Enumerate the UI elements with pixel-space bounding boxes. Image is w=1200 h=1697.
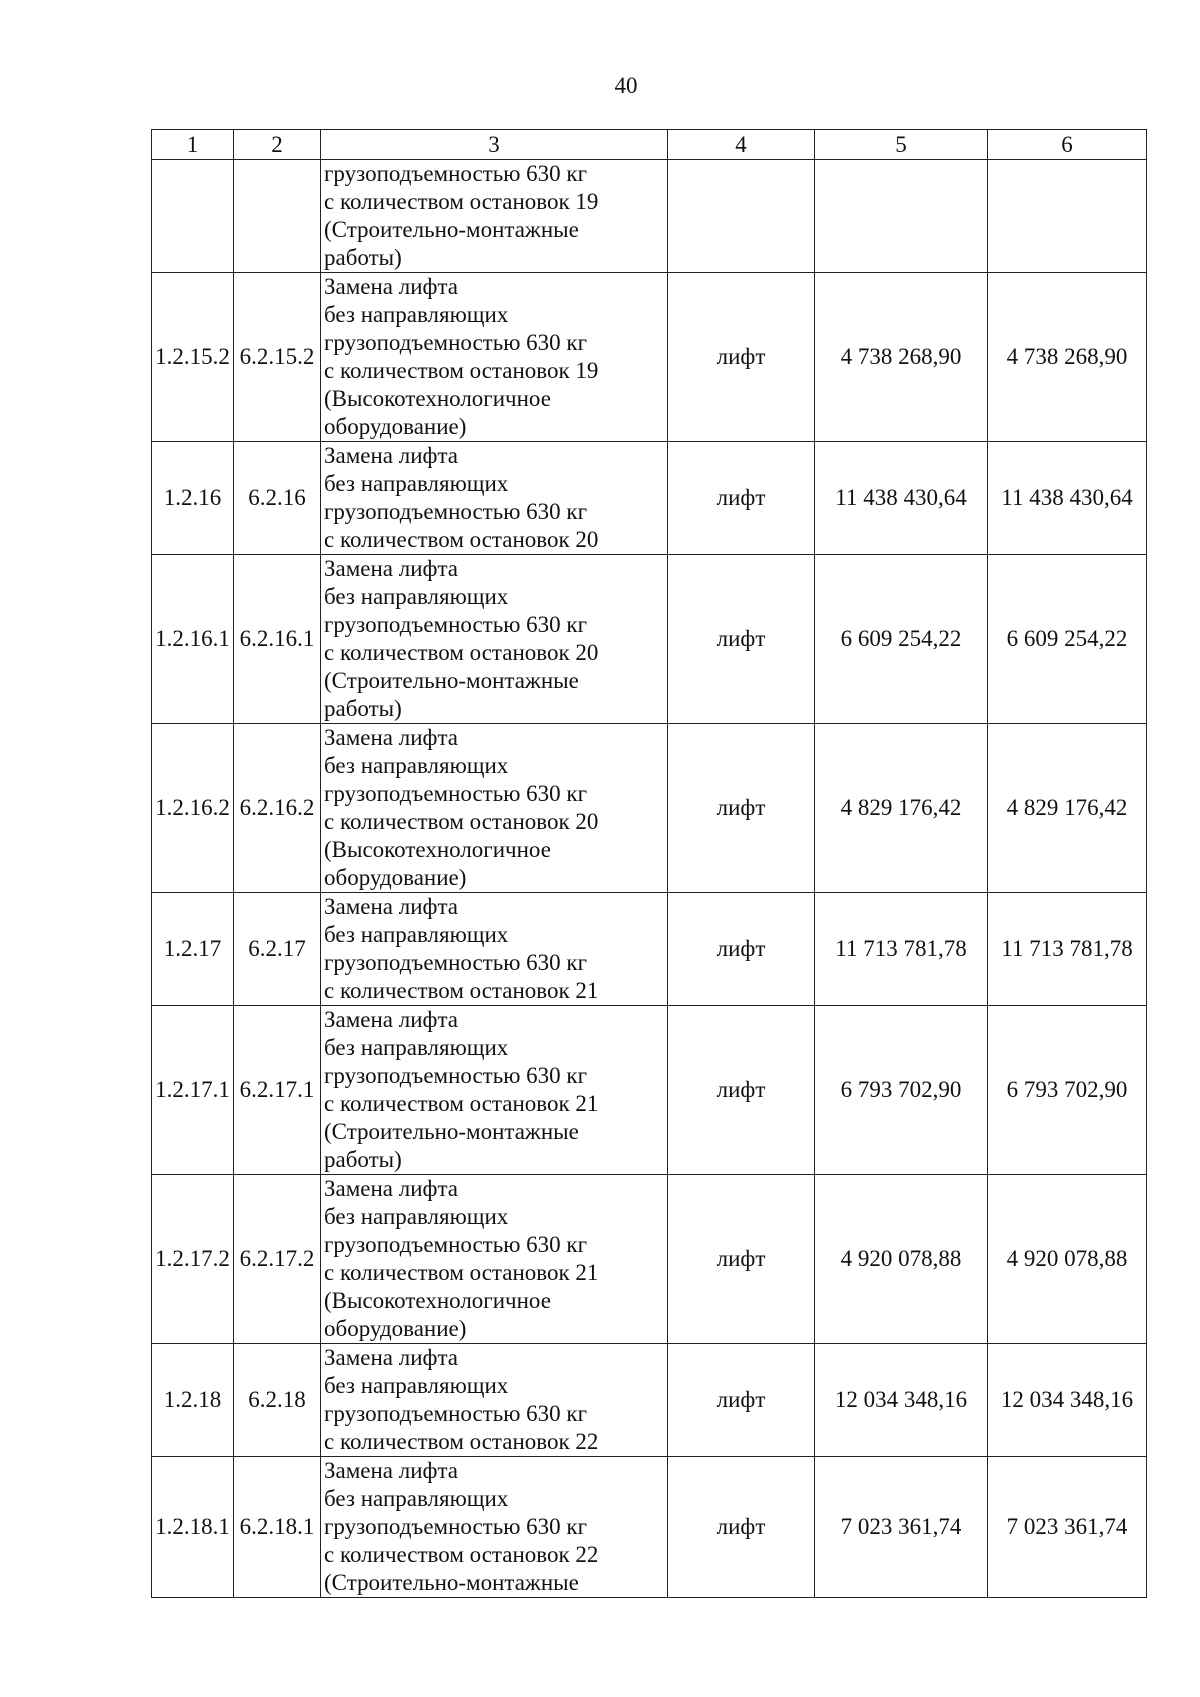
cell-unit [668,160,815,273]
cell-amount-5: 11 713 781,78 [815,893,988,1006]
cell-description: Замена лифта без направляющих грузоподъемностью 630 кг с количеством остановок 20 (Высокотехнологичное оборудование) [321,724,668,893]
cell-amount-6: 7 023 361,74 [988,1457,1147,1598]
cell-unit: лифт [668,1344,815,1457]
cell-code-2: 6.2.16.2 [234,724,321,893]
cell-code-1: 1.2.17.1 [152,1006,234,1175]
cell-description: Замена лифта без направляющих грузоподъемностью 630 кг с количеством остановок 20 [321,442,668,555]
cell-amount-6: 6 609 254,22 [988,555,1147,724]
cell-code-1: 1.2.15.2 [152,273,234,442]
table-row [152,273,1147,442]
cell-unit: лифт [668,1457,815,1598]
table-row [152,555,1147,724]
page-number: 40 [614,73,638,98]
cell-amount-5: 4 829 176,42 [815,724,988,893]
cell-code-2: 6.2.17 [234,893,321,1006]
cell-code-1: 1.2.17 [152,893,234,1006]
table-row [152,1006,1147,1175]
cell-amount-6: 11 713 781,78 [988,893,1147,1006]
cell-code-2: 6.2.15.2 [234,273,321,442]
table-row [152,1344,1147,1457]
cell-code-1: 1.2.16.1 [152,555,234,724]
cell-code-1: 1.2.16 [152,442,234,555]
table-row [152,1457,1147,1598]
cell-amount-5: 4 920 078,88 [815,1175,988,1344]
column-header: 6 [988,130,1147,160]
cell-unit: лифт [668,273,815,442]
cell-amount-6: 4 829 176,42 [988,724,1147,893]
cell-code-2: 6.2.16 [234,442,321,555]
table-row [152,724,1147,893]
cell-code-2: 6.2.17.2 [234,1175,321,1344]
cell-description: Замена лифта без направляющих грузоподъемностью 630 кг с количеством остановок 19 (Высокотехнологичное оборудование) [321,273,668,442]
cell-code-1: 1.2.16.2 [152,724,234,893]
cell-unit: лифт [668,442,815,555]
cell-code-2: 6.2.18.1 [234,1457,321,1598]
data-table [151,129,1147,1598]
column-header: 2 [234,130,321,160]
cell-amount-6 [988,160,1147,273]
table-row [152,1175,1147,1344]
cell-description: Замена лифта без направляющих грузоподъемностью 630 кг с количеством остановок 20 (Строительно-монтажные работы) [321,555,668,724]
cell-amount-5: 6 609 254,22 [815,555,988,724]
cell-amount-5: 6 793 702,90 [815,1006,988,1175]
cell-amount-6: 6 793 702,90 [988,1006,1147,1175]
cell-amount-6: 11 438 430,64 [988,442,1147,555]
table-row [152,442,1147,555]
cell-code-1: 1.2.18.1 [152,1457,234,1598]
cell-description: Замена лифта без направляющих грузоподъемностью 630 кг с количеством остановок 22 (Строительно-монтажные [321,1457,668,1598]
column-header: 5 [815,130,988,160]
cell-unit: лифт [668,1175,815,1344]
cell-unit: лифт [668,1006,815,1175]
cell-description: Замена лифта без направляющих грузоподъемностью 630 кг с количеством остановок 22 [321,1344,668,1457]
cell-code-1: 1.2.18 [152,1344,234,1457]
cell-unit: лифт [668,893,815,1006]
cell-amount-6: 4 738 268,90 [988,273,1147,442]
cell-code-2: 6.2.18 [234,1344,321,1457]
cell-amount-5: 4 738 268,90 [815,273,988,442]
cell-unit: лифт [668,724,815,893]
column-header: 1 [152,130,234,160]
column-header: 4 [668,130,815,160]
cell-description: Замена лифта без направляющих грузоподъемностью 630 кг с количеством остановок 21 [321,893,668,1006]
cell-description: Замена лифта без направляющих грузоподъемностью 630 кг с количеством остановок 21 (Строительно-монтажные работы) [321,1006,668,1175]
cell-code-2: 6.2.17.1 [234,1006,321,1175]
cell-code-2: 6.2.16.1 [234,555,321,724]
cell-description: грузоподъемностью 630 кг с количеством остановок 19 (Строительно-монтажные работы) [321,160,668,273]
cell-amount-5: 7 023 361,74 [815,1457,988,1598]
cell-amount-6: 4 920 078,88 [988,1175,1147,1344]
column-header: 3 [321,130,668,160]
cell-code-2 [234,160,321,273]
table-header-row [152,130,1147,160]
cell-amount-5: 12 034 348,16 [815,1344,988,1457]
cell-code-1 [152,160,234,273]
cell-amount-6: 12 034 348,16 [988,1344,1147,1457]
cell-amount-5 [815,160,988,273]
cell-unit: лифт [668,555,815,724]
cell-description: Замена лифта без направляющих грузоподъемностью 630 кг с количеством остановок 21 (Высокотехнологичное оборудование) [321,1175,668,1344]
cell-amount-5: 11 438 430,64 [815,442,988,555]
cell-code-1: 1.2.17.2 [152,1175,234,1344]
table-row [152,160,1147,273]
table-row [152,893,1147,1006]
